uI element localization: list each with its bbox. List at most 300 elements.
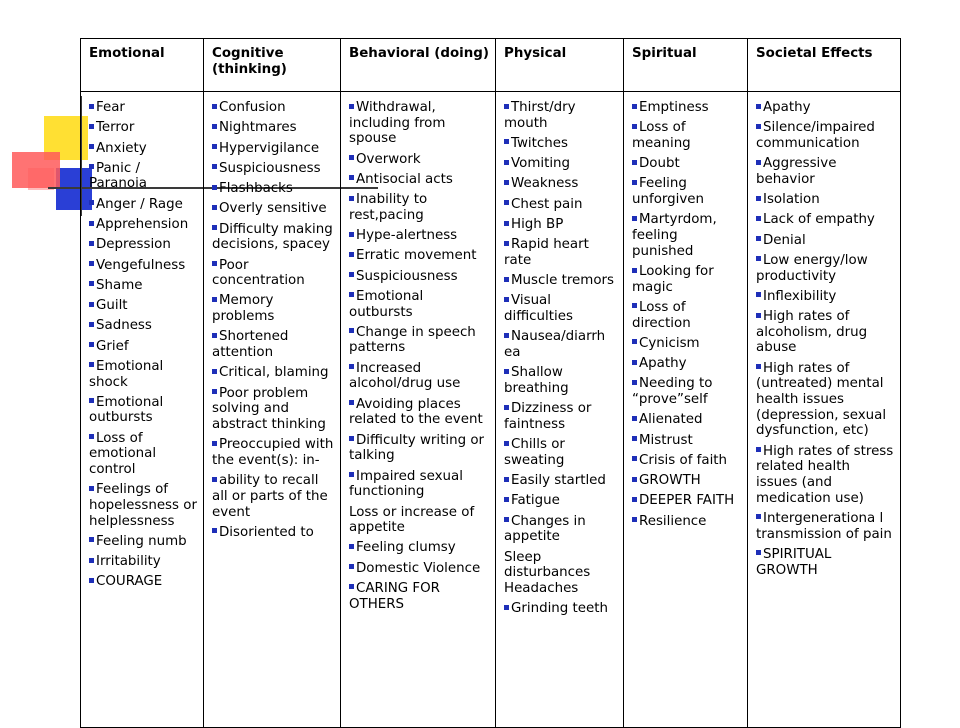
list-item-text: Feeling clumsy — [356, 540, 456, 556]
list-item-text: Rapid heart rate — [504, 237, 589, 268]
bullet-icon — [212, 124, 217, 129]
list-item-text: Emptiness — [639, 100, 709, 115]
bullet-icon — [504, 221, 509, 226]
bullet-icon — [89, 281, 94, 286]
list-item-text: Low energy/low productivity — [756, 252, 868, 284]
list-item-text: Apathy — [639, 356, 687, 372]
bullet-icon — [349, 252, 354, 257]
list-item — [89, 237, 197, 253]
list-item — [212, 365, 334, 381]
list-item-text: Impaired sexual functioning — [349, 468, 463, 500]
bullet-icon — [212, 528, 217, 533]
bullet-icon — [89, 241, 94, 246]
list-item — [504, 217, 617, 233]
list-item-text: Inability to rest,pacing — [349, 192, 428, 223]
bullet-icon — [212, 104, 217, 109]
list-item-text: High rates of alcoholism, drug abuse — [756, 309, 868, 356]
bullet-icon — [504, 517, 509, 522]
list-item — [89, 161, 197, 192]
bullet-icon — [756, 364, 761, 369]
list-item-text: Emotional outbursts — [89, 394, 164, 426]
list-item-text: COURAGE — [96, 574, 163, 590]
bullet-icon — [89, 200, 94, 205]
bullet-icon — [349, 400, 354, 405]
list-item-text: Lack of empathy — [763, 212, 875, 228]
column-physical — [496, 92, 624, 728]
list-item — [349, 289, 489, 320]
list-item — [212, 437, 334, 468]
bullet-icon — [349, 328, 354, 333]
list-item — [212, 386, 334, 433]
list-item — [349, 581, 489, 612]
bullet-icon — [504, 405, 509, 410]
list-item-text: Feelings of hopelessness or helplessness — [89, 482, 197, 529]
list-item — [89, 141, 197, 157]
list-item — [89, 431, 197, 478]
list-item — [349, 248, 489, 264]
list-item-text: Increased alcohol/drug use — [349, 360, 461, 392]
list-item-text: Poor problem solving and abstract thinking — [212, 385, 326, 432]
list-item-text: Martyrdom, feeling punished — [632, 212, 717, 259]
list-item-text: Grinding teeth — [511, 601, 609, 617]
list-item — [756, 444, 894, 507]
list-item-text: Apathy — [763, 100, 811, 115]
list-item-text: Isolation — [763, 192, 820, 208]
bullet-icon — [632, 360, 637, 365]
list-item — [756, 120, 894, 151]
list-item — [349, 172, 489, 188]
bullet-icon — [212, 297, 217, 302]
list-item-text: Anger / Rage — [96, 196, 183, 212]
list-item-text: Loss of meaning — [632, 120, 691, 151]
list-item-text: Loss of emotional control — [89, 430, 157, 478]
list-item — [756, 253, 894, 284]
list-item-text: Weakness — [511, 176, 579, 192]
bullet-icon — [349, 292, 354, 297]
list-item-text: Apprehension — [96, 217, 189, 232]
list-item — [504, 156, 617, 172]
bullet-icon — [632, 180, 637, 185]
list-item — [212, 100, 334, 116]
list-item — [212, 473, 334, 520]
list-item-text: Vengefulness — [96, 257, 186, 273]
list-item — [632, 156, 741, 172]
list-item-text: Chills or sweating — [504, 437, 565, 468]
list-item — [632, 100, 741, 116]
list-item-text: Withdrawal, including from spouse — [349, 100, 446, 147]
bullet-icon — [504, 369, 509, 374]
list-item-text: High rates of (untreated) mental health issues (depression, sexual dysfunction, etc) — [756, 360, 887, 439]
column-societal — [748, 92, 901, 728]
list-item — [349, 325, 489, 356]
bullet-icon — [89, 261, 94, 266]
list-item-text: DEEPER FAITH — [639, 493, 735, 509]
list-item-text: Hype-alertness — [356, 228, 458, 244]
bullet-icon — [756, 514, 761, 519]
bullet-icon — [632, 436, 637, 441]
content-row — [81, 92, 901, 728]
bullet-icon — [212, 144, 217, 149]
list-item — [756, 156, 894, 187]
list-item — [89, 395, 197, 426]
bullet-icon — [756, 216, 761, 221]
list-item — [349, 228, 489, 244]
list-item — [349, 469, 489, 500]
list-item-text: Avoiding places related to the event — [349, 396, 483, 428]
list-item-text: Crisis of faith — [639, 452, 728, 468]
list-item — [504, 329, 617, 360]
list-item — [212, 161, 334, 177]
bullet-icon — [632, 303, 637, 308]
list-item-text: Resilience — [639, 513, 707, 529]
list-item-text: Terror — [96, 120, 135, 136]
list-item-text: Suspiciousness — [356, 268, 458, 284]
list-item — [756, 511, 894, 542]
list-item — [632, 433, 741, 449]
bullet-icon — [212, 477, 217, 482]
bullet-icon — [349, 104, 354, 109]
list-item — [504, 237, 617, 268]
list-item — [349, 269, 489, 285]
list-item — [349, 433, 489, 464]
bullet-icon — [349, 364, 354, 369]
list-item-text: Memory problems — [212, 293, 275, 325]
column-behavioral — [341, 92, 496, 728]
list-item — [349, 152, 489, 168]
list-item — [632, 212, 741, 259]
list-item — [349, 361, 489, 392]
bullet-icon — [349, 564, 354, 569]
list-item — [504, 493, 617, 509]
bullet-icon — [349, 175, 354, 180]
list-item — [756, 289, 894, 305]
list-item-text: Denial — [763, 232, 806, 248]
list-item — [212, 525, 334, 541]
list-item — [89, 339, 197, 355]
bullet-icon — [89, 434, 94, 439]
bullet-icon — [212, 369, 217, 374]
list-item-text: Confusion — [219, 100, 286, 115]
list-item-text: Sadness — [96, 318, 152, 334]
list-item-text: Grief — [96, 338, 129, 354]
list-item — [632, 473, 741, 489]
spiritual-list — [632, 100, 741, 529]
list-item — [89, 120, 197, 136]
list-item-text: Anxiety — [96, 140, 147, 156]
bullet-icon — [89, 124, 94, 129]
list-item-text: Changes in appetite — [504, 513, 586, 545]
bullet-icon — [756, 124, 761, 129]
bullet-icon — [504, 441, 509, 446]
list-item — [756, 212, 894, 228]
bullet-icon — [504, 605, 509, 610]
header-emotional: Emotional — [81, 39, 204, 92]
list-item — [349, 540, 489, 556]
list-item — [89, 298, 197, 314]
bullet-icon — [632, 104, 637, 109]
list-item-text: ability to recall all or parts of the event — [212, 473, 328, 520]
list-item-text: Looking for magic — [632, 264, 714, 295]
bullet-icon — [504, 277, 509, 282]
bullet-icon — [349, 584, 354, 589]
list-item — [756, 192, 894, 208]
list-item — [632, 412, 741, 428]
list-item-text: Aggressive behavior — [756, 156, 837, 187]
bullet-icon — [756, 160, 761, 165]
bullet-icon — [349, 155, 354, 160]
bullet-icon — [756, 550, 761, 555]
list-item — [212, 120, 334, 136]
bullet-icon — [632, 416, 637, 421]
list-item-text: Loss of direction — [632, 299, 691, 331]
bullet-icon — [756, 104, 761, 109]
bullet-icon — [89, 322, 94, 327]
list-item — [632, 376, 741, 407]
bullet-icon — [756, 447, 761, 452]
list-item — [632, 336, 741, 352]
bullet-icon — [89, 558, 94, 563]
bullet-icon — [89, 362, 94, 367]
bullet-icon — [349, 436, 354, 441]
list-item — [212, 201, 334, 217]
bullet-icon — [212, 205, 217, 210]
societal-list — [756, 100, 894, 578]
list-item-text: Domestic Violence — [356, 560, 481, 576]
list-item-text: Nausea/diarrh ea — [504, 329, 606, 361]
list-item — [212, 293, 334, 324]
bullet-icon — [632, 477, 637, 482]
list-item-text: SPIRITUAL GROWTH — [756, 546, 832, 578]
bullet-icon — [632, 380, 637, 385]
list-item — [632, 356, 741, 372]
bullet-icon — [89, 578, 94, 583]
bullet-icon — [756, 196, 761, 201]
list-item — [504, 197, 617, 213]
list-item-text: Change in speech patterns — [349, 324, 476, 356]
list-item-text: Doubt — [639, 156, 680, 172]
bullet-icon — [504, 333, 509, 338]
list-item-text: Overly sensitive — [219, 201, 327, 217]
bullet-icon — [504, 139, 509, 144]
list-item-text: Mistrust — [639, 432, 693, 448]
behavioral-list — [349, 100, 489, 612]
list-item-text: Vomiting — [511, 156, 571, 172]
list-item-text: Needing to “prove”self — [632, 376, 713, 408]
bullet-icon — [349, 472, 354, 477]
list-item-text: Poor concentration — [212, 257, 305, 289]
header-spiritual: Spiritual — [624, 39, 748, 92]
list-item-text: Shortened attention — [212, 329, 289, 361]
list-item-text: Flashbacks — [219, 181, 293, 197]
list-item — [504, 136, 617, 152]
bullet-icon — [89, 144, 94, 149]
bullet-icon — [632, 497, 637, 502]
decor-red-square — [12, 152, 60, 188]
header-societal: Societal Effects — [748, 39, 901, 92]
bullet-icon — [756, 292, 761, 297]
list-item-text: Difficulty writing or talking — [349, 432, 485, 464]
bullet-icon — [504, 104, 509, 109]
list-item — [504, 514, 617, 545]
bullet-icon — [349, 232, 354, 237]
list-item — [632, 493, 741, 509]
list-item-text: Silence/impaired communication — [756, 120, 875, 151]
list-item-text: Chest pain — [511, 196, 583, 212]
list-item-text: Fear — [96, 100, 125, 115]
list-item — [632, 264, 741, 295]
bullet-icon — [89, 398, 94, 403]
column-emotional — [81, 92, 204, 728]
bullet-icon — [504, 241, 509, 246]
list-item — [504, 293, 617, 324]
list-item — [349, 192, 489, 223]
list-item-text: Panic / Paranoia — [89, 160, 147, 192]
list-item-text: High BP — [511, 217, 564, 232]
bullet-icon — [89, 221, 94, 226]
list-item — [212, 329, 334, 360]
list-item-text: High rates of stress related health issues (and medication use) — [756, 443, 894, 506]
list-item-text: Irritability — [96, 554, 161, 570]
bullet-icon — [212, 185, 217, 190]
list-item-text: Easily startled — [511, 473, 606, 489]
list-item-text: Intergenerationa l transmission of pain — [756, 510, 892, 542]
bullet-icon — [504, 180, 509, 185]
list-item-text: Fatigue — [511, 493, 560, 509]
bullet-icon — [89, 537, 94, 542]
list-item — [89, 100, 197, 116]
bullet-icon — [504, 297, 509, 302]
list-item-text: Feeling numb — [96, 533, 187, 549]
list-item-text: Antisocial acts — [356, 171, 453, 187]
bullet-icon — [632, 456, 637, 461]
list-item — [756, 100, 894, 116]
list-item — [504, 550, 617, 597]
list-item-text: Suspiciousness — [219, 160, 321, 176]
bullet-icon — [89, 342, 94, 347]
bullet-icon — [756, 236, 761, 241]
list-item — [349, 397, 489, 428]
list-item-text: Depression — [96, 237, 171, 253]
bullet-icon — [632, 160, 637, 165]
bullet-icon — [349, 196, 354, 201]
list-item-text: Nightmares — [219, 120, 297, 136]
list-item-text: Overwork — [356, 151, 421, 167]
header-row — [81, 39, 901, 92]
physical-list — [504, 100, 617, 617]
list-item-text: Hypervigilance — [219, 140, 320, 156]
list-item-text: Emotional shock — [89, 358, 164, 390]
list-item — [632, 120, 741, 151]
list-item-text: Feeling unforgiven — [632, 176, 705, 208]
bullet-icon — [212, 261, 217, 266]
bullet-icon — [89, 302, 94, 307]
list-item-text: Shame — [96, 277, 143, 293]
list-item — [756, 547, 894, 578]
bullet-icon — [632, 517, 637, 522]
list-item — [89, 258, 197, 274]
bullet-icon — [632, 268, 637, 273]
list-item — [504, 473, 617, 489]
list-item-text: Inflexibility — [763, 288, 837, 304]
list-item — [89, 217, 197, 233]
list-item — [504, 273, 617, 289]
list-item-text: Disoriented to — [219, 524, 314, 540]
bullet-icon — [212, 164, 217, 169]
bullet-icon — [89, 104, 94, 109]
list-item — [89, 278, 197, 294]
list-item — [212, 222, 334, 253]
list-item-text: Twitches — [511, 135, 568, 151]
effects-table — [80, 38, 901, 728]
bullet-icon — [504, 200, 509, 205]
bullet-icon — [756, 313, 761, 318]
list-item — [349, 561, 489, 577]
list-item-text: Muscle tremors — [511, 273, 615, 289]
list-item — [349, 505, 489, 536]
emotional-list — [89, 100, 197, 590]
header-physical: Physical — [496, 39, 624, 92]
list-item — [756, 309, 894, 356]
list-item — [89, 197, 197, 213]
bullet-icon — [632, 339, 637, 344]
list-item-text: Difficulty making decisions, spacey — [212, 221, 333, 253]
column-cognitive — [204, 92, 341, 728]
list-item — [504, 365, 617, 396]
bullet-icon — [349, 544, 354, 549]
list-item-text: Guilt — [96, 298, 128, 314]
list-item — [504, 100, 617, 131]
bullet-icon — [89, 164, 94, 169]
cognitive-list — [212, 100, 334, 540]
column-spiritual — [624, 92, 748, 728]
list-item — [756, 233, 894, 249]
list-item — [632, 300, 741, 331]
bullet-icon — [89, 486, 94, 491]
list-item — [349, 100, 489, 147]
list-item-text: Critical, blaming — [219, 365, 329, 381]
list-item-text: Visual difficulties — [504, 293, 573, 325]
list-item-text: Loss or increase of appetite — [349, 504, 475, 536]
bullet-icon — [212, 441, 217, 446]
list-item — [89, 482, 197, 529]
list-item — [89, 554, 197, 570]
list-item-text: Dizziness or faintness — [504, 401, 592, 432]
list-item — [632, 453, 741, 469]
list-item — [632, 176, 741, 207]
list-item-text: GROWTH — [639, 473, 701, 489]
bullet-icon — [504, 497, 509, 502]
bullet-icon — [632, 124, 637, 129]
bullet-icon — [504, 160, 509, 165]
list-item — [504, 401, 617, 432]
list-item — [89, 574, 197, 590]
list-item — [212, 181, 334, 197]
list-item-text: Emotional outbursts — [349, 288, 424, 320]
list-item — [212, 258, 334, 289]
bullet-icon — [212, 225, 217, 230]
header-behavioral: Behavioral (doing) — [341, 39, 496, 92]
list-item-text: Thirst/dry mouth — [504, 100, 576, 131]
bullet-icon — [504, 477, 509, 482]
bullet-icon — [212, 333, 217, 338]
list-item — [89, 359, 197, 390]
list-item — [212, 141, 334, 157]
header-cognitive: Cognitive (thinking) — [204, 39, 341, 92]
list-item-text: Preoccupied with the event(s): in- — [212, 437, 334, 468]
bullet-icon — [212, 389, 217, 394]
list-item-text: CARING FOR OTHERS — [349, 580, 440, 612]
list-item — [632, 514, 741, 530]
